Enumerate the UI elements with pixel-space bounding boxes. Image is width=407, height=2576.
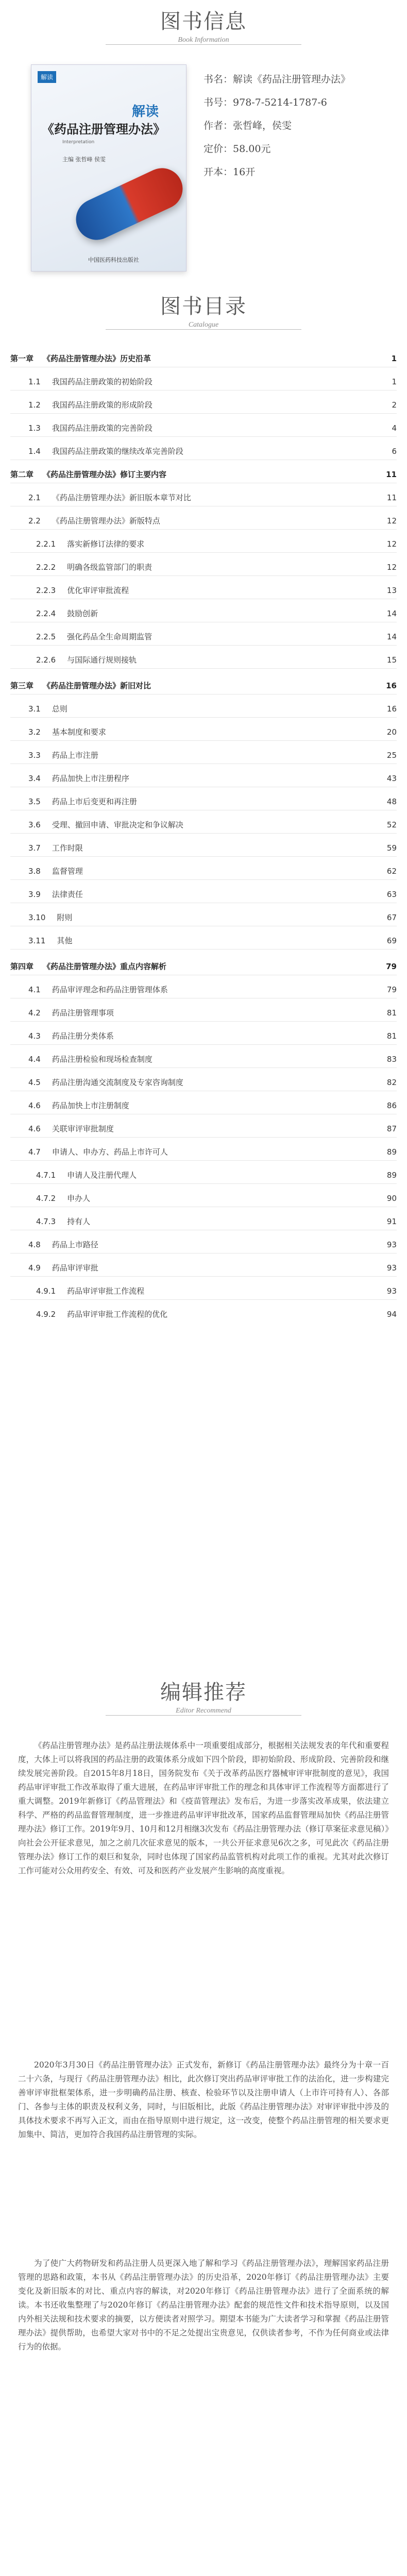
- toc-title: 我国药品注册政策的形成阶段: [52, 400, 152, 410]
- toc-chapter: [10, 353, 397, 364]
- toc-num: 2.2.2: [36, 563, 56, 572]
- editor-heading-en: Editor Recommend: [176, 1707, 231, 1715]
- toc-page: 63: [386, 890, 397, 899]
- toc-num: 4.7.2: [36, 1194, 56, 1203]
- book-info-header: [0, 11, 407, 44]
- toc-subitem: [36, 538, 397, 549]
- toc-subitem: [36, 562, 397, 572]
- meta-label: 开本：: [204, 166, 233, 178]
- book-info-heading-en: Book Information: [178, 36, 229, 44]
- catalogue-header: [0, 296, 407, 329]
- toc-num: 2.2.3: [36, 586, 56, 595]
- toc-title: 申办人: [67, 1194, 91, 1203]
- toc-subitem: [36, 631, 397, 642]
- toc-title: 落实新修订法律的要求: [67, 539, 145, 549]
- toc-page: 91: [386, 1217, 397, 1226]
- toc-page: 82: [386, 1078, 397, 1087]
- toc-title: 药品注册管理事项: [52, 1008, 114, 1018]
- toc-title: 监督管理: [52, 867, 83, 876]
- meta-value: 解读《药品注册管理办法》: [233, 74, 351, 85]
- toc-item: [28, 889, 397, 900]
- toc-page: 81: [386, 1031, 397, 1041]
- toc-num: 4.6: [28, 1101, 41, 1110]
- toc-num: 2.2.4: [36, 609, 56, 618]
- toc-title: 受理、撤回申请、审批决定和争议解决: [52, 820, 183, 829]
- book-info-divider: [106, 44, 301, 45]
- toc-page: 94: [386, 1310, 397, 1319]
- toc-num: 第四章: [10, 962, 34, 971]
- toc-subitem: [36, 1193, 397, 1204]
- toc-title: 《药品注册管理办法》历史沿革: [43, 354, 151, 363]
- toc-num: 3.4: [28, 774, 41, 783]
- toc-title: 《药品注册管理办法》修订主要内容: [43, 470, 167, 479]
- toc-title: 我国药品注册政策的继续改革完善阶段: [52, 447, 183, 456]
- toc-title: 法律责任: [52, 890, 83, 899]
- meta-title: [204, 75, 350, 84]
- toc-title: 申请人、申办方、药品上市许可人: [52, 1147, 168, 1157]
- toc-title: 明确各级监管部门的职责: [67, 563, 152, 572]
- toc-page: 69: [386, 936, 397, 945]
- toc-num: 4.7.3: [36, 1217, 56, 1226]
- toc-item: [28, 1054, 397, 1064]
- toc-page: 6: [392, 447, 397, 456]
- meta-label: 作者：: [204, 120, 233, 131]
- catalogue-divider: [106, 329, 301, 330]
- toc-title: 《药品注册管理办法》新旧对比: [43, 681, 151, 690]
- toc-item: [28, 750, 397, 760]
- toc-item: [28, 935, 397, 946]
- toc-title: 与国际通行规则接轨: [67, 655, 137, 665]
- toc-subitem: [36, 585, 397, 596]
- toc-page: 59: [386, 843, 397, 853]
- toc-page: 62: [386, 867, 397, 876]
- toc-title: 优化审评审批流程: [67, 586, 129, 595]
- meta-price: [204, 144, 270, 154]
- toc-page: 89: [386, 1147, 397, 1157]
- editor-paragraph: 《药品注册管理办法》是药品注册法规体系中一项重要组成部分，根据相关法规发表的年代和重要程度，大体上可以将我国的药品注册的政策体系分成如下四个阶段，即初始阶段、形成阶段、完善阶段和继续发展完善阶段。自2015年8月18日，国务院发布《关于改革药品医疗器械审评审批制度的意见》，我国药品审评审批工作改革取得了重大进展，在药品审评审批工作的理念和具体审评工作流程等方面都进行了重大调整。2019年新修订《药品管理法》和《疫苗管理法》发布后，为进一步落实改革成果，依法建立科学、严格的药品监督管理制度，进一步推进药品审评审批改革，国家药品监督管理局加快《药品注册管理办法》修订工作。2019年9月、10月和12月相继3次发布《药品注册管理办法（修订草案征求意见稿）》向社会公开征求意见，加之之前几次征求意见的版本，一共公开征求意见6次之多，可见此次《药品注册管理办法》修订工作的艰巨和复杂，同时也体现了国家药品监管机构对此项工作的重视。尤其对此次修订工作可能对公众用药安全、有效、可及和医药产业发展产生影响的高度重视。: [18, 1741, 389, 1875]
- toc-item: [28, 446, 397, 456]
- toc-title: 持有人: [67, 1217, 91, 1226]
- meta-format: [204, 167, 255, 177]
- toc-item: [28, 1146, 397, 1157]
- toc-num: 第二章: [10, 470, 34, 479]
- toc-title: 我国药品注册政策的完善阶段: [52, 423, 152, 433]
- toc-page: 12: [386, 563, 397, 572]
- cover-subtitle: Interpretation: [62, 140, 95, 145]
- toc-page: 20: [386, 727, 397, 737]
- toc-num: 2.2.6: [36, 655, 56, 665]
- editor-divider: [106, 1715, 301, 1716]
- toc-title: 申请人及注册代理人: [67, 1171, 137, 1180]
- editor-paragraph: 为了使广大药物研发和药品注册人员更深入地了解和学习《药品注册管理办法》，理解国家药品注册管理的思路和政策，本书从《药品注册管理办法》的历史沿革，2020年修订《药品注册管理办法》主要变化及新旧版本的对比、重点内容的解读，对2020年修订《药品注册管理办法》进行了全面系统的解读。本书还收集整理了与2020年修订《药品注册管理办法》配套的规范性文件和技术指导原则，以及国内外相关法规和技术要求的摘要，以方便读者对照学习。期望本书能为广大读者学习和掌握《药品注册管理办法》提供帮助，也希望大家对书中的不足之处提出宝贵意见，仅供读者参考，不作为任何商业或法律行为的依据。: [18, 2259, 389, 2351]
- toc-page: 43: [386, 774, 397, 783]
- toc-title: 强化药品全生命周期监管: [67, 632, 152, 641]
- toc-page: 87: [386, 1124, 397, 1133]
- book-cover-image: [31, 64, 186, 272]
- toc-title: 药品审评审批工作流程的优化: [67, 1310, 168, 1319]
- toc-chapter: [10, 961, 397, 972]
- toc-title: 药品审评审批: [52, 1263, 98, 1273]
- toc-item: [28, 1262, 397, 1273]
- meta-isbn: [204, 98, 327, 108]
- toc-item: [28, 796, 397, 807]
- toc-item: [28, 773, 397, 784]
- toc-title: 《药品注册管理办法》新版特点: [52, 516, 160, 526]
- toc-num: 4.9.2: [36, 1310, 56, 1319]
- toc-num: 4.4: [28, 1055, 41, 1064]
- toc-item: [28, 492, 397, 503]
- toc-num: 4.7.1: [36, 1171, 56, 1180]
- toc-num: 1.4: [28, 447, 41, 456]
- toc-title: 基本制度和要求: [52, 727, 106, 737]
- toc-title: 药品审评审批工作流程: [67, 1286, 145, 1296]
- toc-page: 90: [386, 1194, 397, 1203]
- toc-item: [28, 819, 397, 830]
- toc-num: 4.3: [28, 1031, 41, 1041]
- toc-num: 3.6: [28, 820, 41, 829]
- toc-page: 14: [386, 632, 397, 641]
- toc-title: 附则: [57, 913, 73, 922]
- meta-value: 张哲峰，侯雯: [233, 120, 292, 131]
- cover-title: 《药品注册管理办法》: [42, 122, 165, 137]
- toc-page: 15: [386, 655, 397, 665]
- toc-item: [28, 399, 397, 410]
- toc-page: 1: [392, 377, 397, 386]
- toc-chapter: [10, 680, 397, 691]
- toc-page: 16: [386, 681, 397, 690]
- toc-subitem: [36, 1216, 397, 1227]
- meta-author: [204, 121, 292, 131]
- toc-page: 93: [386, 1286, 397, 1296]
- toc-num: 4.9.1: [36, 1286, 56, 1296]
- meta-value: 16开: [233, 166, 256, 178]
- toc-title: 总则: [52, 704, 67, 714]
- toc-item: [28, 1030, 397, 1041]
- editor-heading: 编辑推荐: [160, 1681, 247, 1704]
- toc-page: 11: [386, 493, 397, 502]
- toc-item: [28, 422, 397, 433]
- toc-item: [28, 703, 397, 714]
- toc-item: [28, 726, 397, 737]
- toc-page: 86: [386, 1101, 397, 1110]
- toc-page: 16: [386, 704, 397, 714]
- cover-badge: 解读: [38, 71, 56, 83]
- catalogue-heading: 图书目录: [160, 295, 247, 318]
- toc-page: 13: [386, 586, 397, 595]
- toc-title: 药品加快上市注册程序: [52, 774, 129, 783]
- toc-num: 3.2: [28, 727, 41, 737]
- toc-item: [28, 984, 397, 995]
- toc-num: 2.1: [28, 493, 41, 502]
- toc-page: 4: [392, 423, 397, 433]
- toc-page: 12: [386, 516, 397, 526]
- toc-item: [28, 515, 397, 526]
- toc-num: 第一章: [10, 354, 34, 363]
- toc-title: 药品注册沟通交流制度及专家咨询制度: [52, 1078, 183, 1087]
- cover-publisher: 中国医药科技出版社: [88, 257, 139, 263]
- toc-item: [28, 1077, 397, 1088]
- toc-num: 4.5: [28, 1078, 41, 1087]
- toc-num: 4.9: [28, 1263, 41, 1273]
- capsule-illustration: [69, 161, 186, 246]
- toc-item: [28, 842, 397, 853]
- toc-num: 1.3: [28, 423, 41, 433]
- toc-num: 3.5: [28, 797, 41, 806]
- toc-title: 我国药品注册政策的初始阶段: [52, 377, 152, 386]
- toc-num: 2.2.1: [36, 539, 56, 549]
- toc-subitem: [36, 1309, 397, 1319]
- toc-page: 81: [386, 1008, 397, 1018]
- toc-title: 关联审评审批制度: [52, 1124, 114, 1133]
- meta-label: 书名：: [204, 74, 233, 85]
- editor-paragraph: 2020年3月30日《药品注册管理办法》正式发布，新修订《药品注册管理办法》最终分为十章一百二十六条，与现行《药品注册管理办法》相比，此次修订突出药品审评审批工作的法治化，进一步构建完善审评审批框架体系，进一步明确药品注册、核查、检验环节以及注册申请人（上市许可持有人）、各部门、各参与主体的职责及权利义务，同时，与旧版相比，此版《药品注册管理办法》对审评审批中涉及的具体技术要求不再写入正文，而由在指导原则中进行规定，这一改变，使整个药品注册管理的相关要求更加集中、简洁，更加符合我国药品注册管理的实际。: [18, 2060, 389, 2139]
- toc-num: 3.9: [28, 890, 41, 899]
- toc-page: 93: [386, 1263, 397, 1273]
- toc-item: [28, 1123, 397, 1134]
- toc-num: 4.7: [28, 1147, 41, 1157]
- toc-num: 3.11: [28, 936, 46, 945]
- toc-item: [28, 1100, 397, 1111]
- toc-num: 2.2: [28, 516, 41, 526]
- book-info-heading: 图书信息: [160, 10, 247, 33]
- meta-label: 定价：: [204, 143, 233, 155]
- cover-read-mark: 解读: [132, 104, 159, 120]
- toc-page: 79: [386, 962, 397, 971]
- toc-page: 14: [386, 609, 397, 618]
- toc-title: 工作时限: [52, 843, 83, 853]
- toc-page: 83: [386, 1055, 397, 1064]
- toc-subitem: [36, 1170, 397, 1180]
- toc-title: 《药品注册管理办法》重点内容解析: [43, 962, 167, 971]
- toc-title: 药品上市路径: [52, 1240, 98, 1249]
- editor-header: [0, 1682, 407, 1715]
- toc-item: [28, 1239, 397, 1250]
- toc-title: 《药品注册管理办法》新旧版本章节对比: [52, 493, 191, 502]
- meta-value: 58.00元: [233, 143, 271, 155]
- toc-title: 药品加快上市注册制度: [52, 1101, 129, 1110]
- toc-page: 48: [386, 797, 397, 806]
- toc-page: 12: [386, 539, 397, 549]
- toc-num: 1.1: [28, 377, 41, 386]
- toc-num: 4.6: [28, 1124, 41, 1133]
- toc-title: 药品上市注册: [52, 751, 98, 760]
- toc-subitem: [36, 654, 397, 665]
- toc-num: 3.10: [28, 913, 46, 922]
- toc-page: 11: [386, 470, 397, 479]
- toc-page: 2: [392, 400, 397, 410]
- toc-page: 52: [386, 820, 397, 829]
- toc-chapter: [10, 469, 397, 480]
- toc-num: 4.2: [28, 1008, 41, 1018]
- toc-page: 89: [386, 1171, 397, 1180]
- toc-num: 1.2: [28, 400, 41, 410]
- toc-item: [28, 866, 397, 876]
- toc-num: 4.1: [28, 985, 41, 994]
- toc-page: 1: [391, 354, 397, 363]
- toc-num: 2.2.5: [36, 632, 56, 641]
- toc-title: 药品注册检验和现场检查制度: [52, 1055, 152, 1064]
- meta-value: 978-7-5214-1787-6: [233, 97, 327, 108]
- toc-page: 67: [386, 913, 397, 922]
- toc-num: 第三章: [10, 681, 34, 690]
- toc-item: [28, 376, 397, 387]
- meta-label: 书号：: [204, 97, 233, 108]
- toc-num: 3.7: [28, 843, 41, 853]
- cover-authors: 主编 张哲峰 侯雯: [62, 156, 106, 163]
- toc-num: 3.1: [28, 704, 41, 714]
- toc-page: 25: [386, 751, 397, 760]
- catalogue-heading-en: Catalogue: [188, 321, 219, 329]
- toc-title: 药品上市后变更和再注册: [52, 797, 137, 806]
- toc-item: [28, 1007, 397, 1018]
- toc-subitem: [36, 1285, 397, 1296]
- toc-title: 药品注册分类体系: [52, 1031, 114, 1041]
- toc-page: 93: [386, 1240, 397, 1249]
- toc-num: 3.8: [28, 867, 41, 876]
- toc-page: 79: [386, 985, 397, 994]
- toc-title: 鼓励创新: [67, 609, 98, 618]
- toc-num: 3.3: [28, 751, 41, 760]
- toc-title: 其他: [57, 936, 73, 945]
- toc-item: [28, 912, 397, 923]
- toc-subitem: [36, 608, 397, 619]
- toc-title: 药品审评理念和药品注册管理体系: [52, 985, 168, 994]
- toc-num: 4.8: [28, 1240, 41, 1249]
